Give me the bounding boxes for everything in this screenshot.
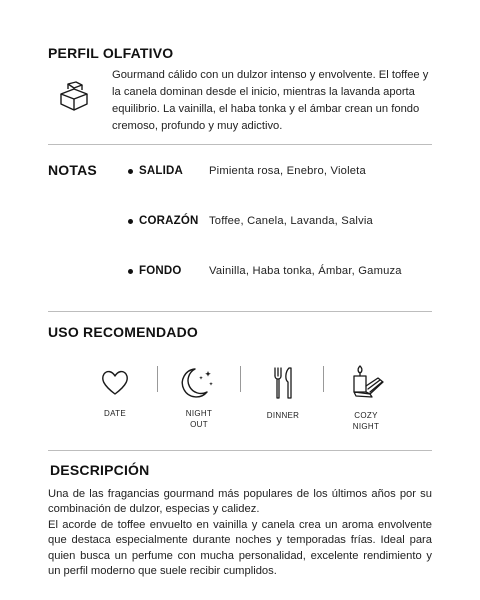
separator: [323, 366, 324, 392]
separator: [157, 366, 158, 392]
note-value: Toffee, Canela, Lavanda, Salvia: [209, 215, 373, 227]
note-row-corazon: [128, 211, 373, 231]
divider: [48, 144, 432, 145]
separator: [240, 366, 241, 392]
descripcion-paragraph: El acorde de toffee envuelto en vainilla y canela crea un aroma envolvente que destaca especialmente durante noches y temporadas frías. Ideal para quien busca un perfume con mucha personalidad, excelente rendimiento y un perfil moderno que suele recibir cumplidos.: [48, 518, 432, 578]
descripcion-title: DESCRIPCIÓN: [50, 462, 150, 478]
note-label: SALIDA: [139, 165, 184, 177]
uso-item-cozy-night: [336, 364, 396, 432]
sugar-cube-icon: [56, 80, 92, 112]
divider: [48, 311, 432, 312]
uso-label: DATE: [104, 409, 126, 418]
descripcion-text: [48, 487, 432, 579]
note-label: CORAZÓN: [139, 215, 199, 227]
bullet: [128, 219, 133, 224]
moon-stars-icon: [181, 366, 217, 398]
perfil-text: Gourmand cálido con un dulzor intenso y envolvente. El toffee y la canela dominan desde el inicio, mientras la lavanda aporta equilibrio. La vainilla, el haba tonka y el ámbar crean un fondo cremoso, profundo y muy adictivo.: [112, 69, 429, 132]
perfil-title: PERFIL OLFATIVO: [48, 45, 174, 61]
note-row-salida: [128, 161, 366, 181]
note-value: Pimienta rosa, Enebro, Violeta: [209, 165, 366, 177]
uso-item-night-out: [169, 366, 229, 430]
descripcion-paragraph: Una de las fragancias gourmand más populares de los últimos años por su combinación de dulzor, especias y calidez.: [48, 488, 432, 516]
note-value: Vainilla, Haba tonka, Ámbar, Gamuza: [209, 265, 402, 277]
candle-icon: [346, 364, 386, 400]
uso-label: DINNER: [266, 411, 300, 420]
uso-item-dinner: [253, 366, 313, 421]
note-label: FONDO: [139, 265, 182, 277]
note-row-fondo: [128, 261, 402, 281]
fork-knife-icon: [267, 366, 299, 400]
uso-item-date: [85, 366, 145, 419]
heart-icon: [99, 366, 131, 398]
uso-title: USO RECOMENDADO: [48, 324, 199, 340]
divider: [48, 450, 432, 451]
uso-label: COZY NIGHT: [352, 411, 380, 431]
uso-label: NIGHT OUT: [185, 409, 213, 429]
notas-title: NOTAS: [48, 162, 97, 178]
bullet: [128, 169, 133, 174]
bullet: [128, 269, 133, 274]
